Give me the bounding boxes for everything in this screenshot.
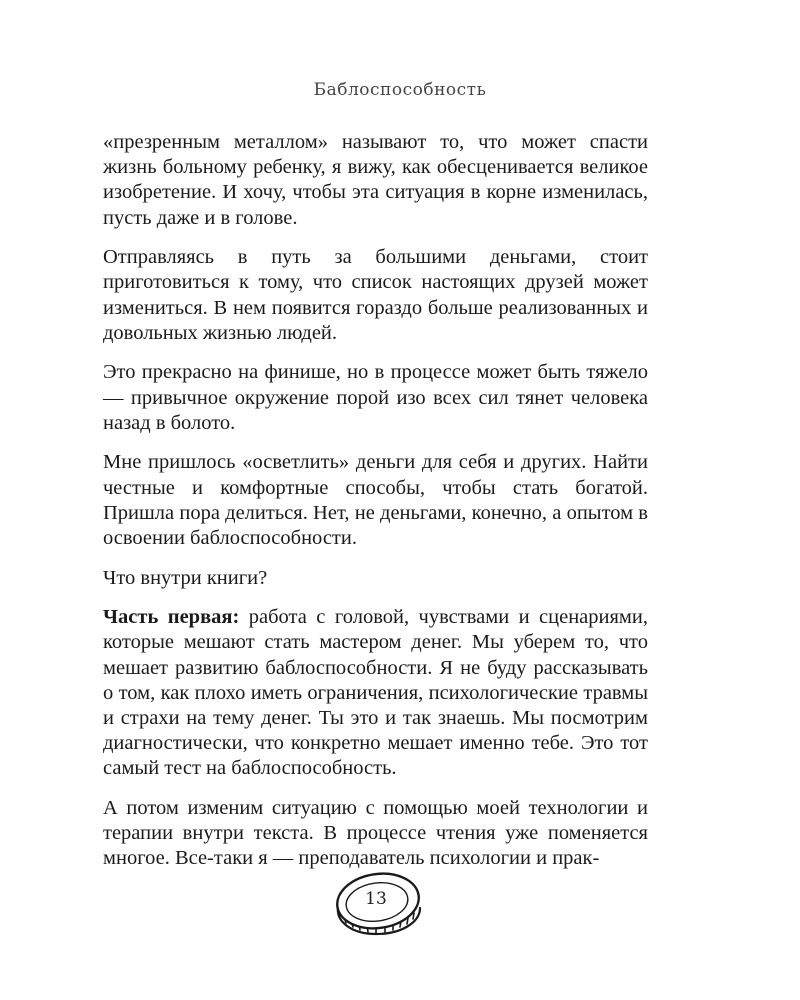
paragraph-4: Мне пришлось «осветлить» деньги для себя и других. Найти честные и комфортные способы, чтобы стать богатой. Пришла пора делиться. Нет, не деньгами, конечно, а опытом в освоении баблоспособности. xyxy=(103,451,648,550)
body-text xyxy=(103,130,648,886)
paragraph-question: Что внутри книги? xyxy=(103,566,268,589)
part-one-label: Часть первая: xyxy=(103,606,240,629)
running-title: Баблоспособность xyxy=(313,80,487,100)
paragraph-closing: А потом изменим ситуацию с помощью моей технологии и терапии внутри текста. В процессе чтения уже поменяется многое. Все-таки я — преподаватель психологии и прак- xyxy=(103,797,648,870)
part-one-text: работа с головой, чувствами и сценариями, которые мешают стать мастером денег. Мы уберем то, что мешает развитию баблоспособности. Я не буду рассказывать о том, как плохо иметь ограничения, психологические травмы и страхи на тему денег. Ты это и так знаешь. Мы посмотрим диагностически, что конкретно мешает именно тебе. Это тот самый тест на баблоспособность. xyxy=(103,606,648,780)
paragraph-2: Отправляясь в путь за большими деньгами, стоит приготовиться к тому, что список настоящих друзей может измениться. В нем появится гораздо больше реализованных и довольных жизнью людей. xyxy=(103,246,648,344)
paragraph-part-one xyxy=(103,605,648,781)
paragraph-1: «презренным металлом» называют то, что может спасти жизнь больному ребенку, я вижу, как обесценивается великое изобретение. И хочу, чтобы эта ситуация в корне изменилась, пусть даже и в голове. xyxy=(103,131,648,229)
page-folio xyxy=(330,868,425,938)
paragraph-3: Это прекрасно на финише, но в процессе может быть тяжело — привычное окружение порой изо всех сил тянет человека назад в болото. xyxy=(103,361,648,434)
page-number: 13 xyxy=(365,889,387,909)
